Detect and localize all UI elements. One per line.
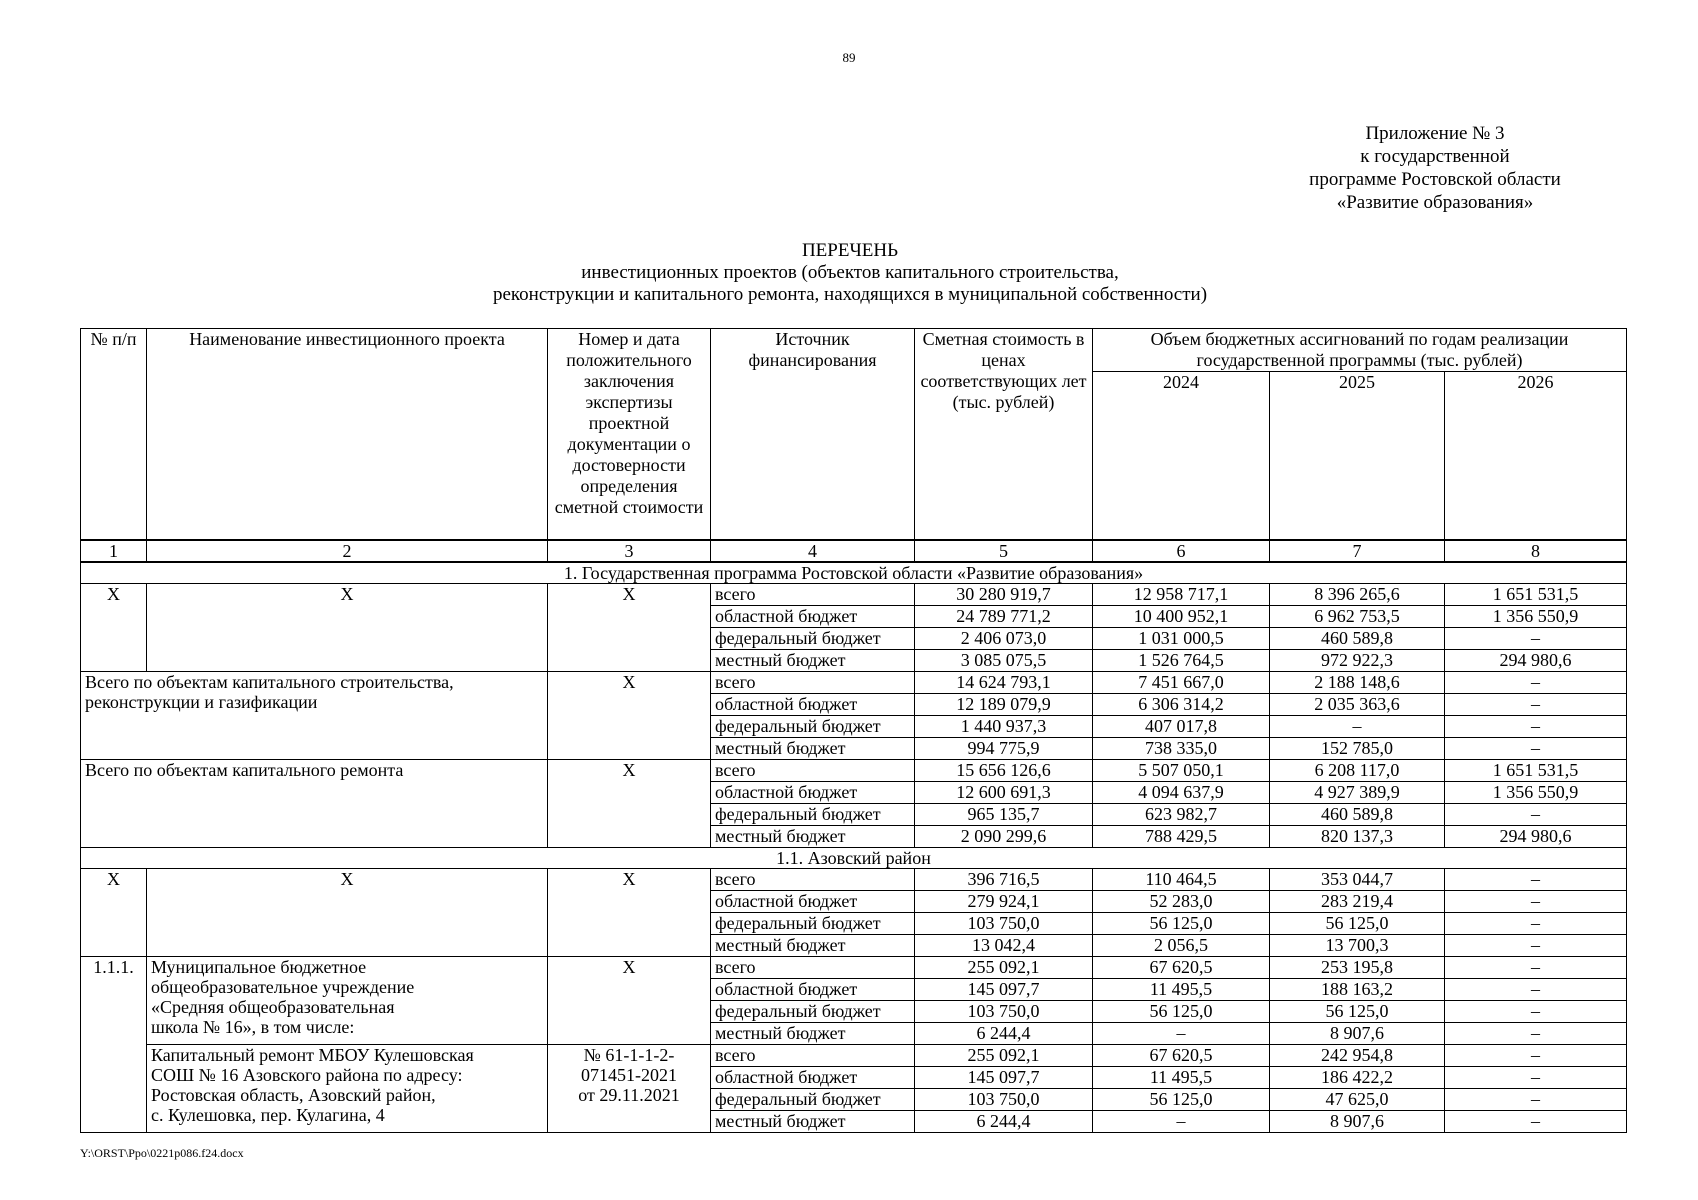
cell-2024: 4 094 637,9 (1093, 781, 1270, 803)
table-row (81, 1044, 1627, 1066)
cell-2024: – (1093, 1022, 1270, 1044)
header-year-2026: 2026 (1445, 372, 1627, 540)
expertise-conclusion (548, 1044, 711, 1132)
cell-source: местный бюджет (711, 649, 915, 671)
cell-2025: – (1270, 715, 1445, 737)
cell-2024: 1 031 000,5 (1093, 627, 1270, 649)
cell-expertise: Х (548, 868, 711, 956)
cell-expertise: Х (548, 956, 711, 1044)
cell-2024: 110 464,5 (1093, 868, 1270, 890)
cell-estimate: 145 097,7 (915, 978, 1093, 1000)
appendix-line: к государственной (1360, 146, 1510, 167)
cell-2026: 294 980,6 (1445, 649, 1627, 671)
column-number: 2 (147, 540, 548, 562)
document-subtitle-line: реконструкции и капитального ремонта, находящихся в муниципальной собственности) (492, 284, 1208, 305)
header-year-2024: 2024 (1093, 372, 1270, 540)
school-name-line: Муниципальное бюджетное (151, 956, 367, 977)
cell-2025: 56 125,0 (1270, 912, 1445, 934)
construction-total-label: Всего по объектам капитального строительства, реконструкции и газификации (81, 671, 548, 759)
cell-2026: 1 356 550,9 (1445, 605, 1627, 627)
cell-estimate: 2 090 299,6 (915, 825, 1093, 847)
header-budget-group: Объем бюджетных ассигнований по годам реализации государственной программы (тыс. рублей) (1093, 329, 1627, 372)
cell-source: всего (711, 956, 915, 978)
cell-2025: 253 195,8 (1270, 956, 1445, 978)
cell-2026: – (1445, 803, 1627, 825)
cell-2025: 2 035 363,6 (1270, 693, 1445, 715)
cell-2025: 186 422,2 (1270, 1066, 1445, 1088)
cell-source: федеральный бюджет (711, 1000, 915, 1022)
cell-source: областной бюджет (711, 605, 915, 627)
cell-2026: – (1445, 715, 1627, 737)
cell-2026: – (1445, 912, 1627, 934)
cell-source: местный бюджет (711, 737, 915, 759)
cell-2024: 52 283,0 (1093, 890, 1270, 912)
cell-2025: 820 137,3 (1270, 825, 1445, 847)
cell-2024: 788 429,5 (1093, 825, 1270, 847)
cell-expertise: Х (548, 671, 711, 759)
cell-expertise: Х (548, 583, 711, 671)
cell-2026: – (1445, 1066, 1627, 1088)
cell-2025: 972 922,3 (1270, 649, 1445, 671)
column-number: 5 (915, 540, 1093, 562)
cell-expertise: Х (548, 759, 711, 847)
cell-2026: – (1445, 1044, 1627, 1066)
cell-source: местный бюджет (711, 825, 915, 847)
column-number: 8 (1445, 540, 1627, 562)
cell-name: Х (147, 583, 548, 671)
cell-2025: 4 927 389,9 (1270, 781, 1445, 803)
school-name (147, 956, 548, 1044)
cell-2024: 5 507 050,1 (1093, 759, 1270, 781)
cell-2024: 56 125,0 (1093, 1000, 1270, 1022)
cell-estimate: 279 924,1 (915, 890, 1093, 912)
appendix-note (1270, 122, 1600, 214)
page-number: 89 (842, 50, 856, 65)
cell-2026: – (1445, 956, 1627, 978)
cell-source: областной бюджет (711, 693, 915, 715)
expertise-line: от 29.11.2021 (578, 1084, 680, 1105)
cell-2024: 56 125,0 (1093, 1088, 1270, 1110)
cell-2025: 242 954,8 (1270, 1044, 1445, 1066)
document-title: ПЕРЕЧЕНЬ (801, 240, 899, 261)
cell-2024: 407 017,8 (1093, 715, 1270, 737)
cell-estimate: 103 750,0 (915, 1000, 1093, 1022)
cell-2024: 67 620,5 (1093, 1044, 1270, 1066)
table-row (81, 583, 1627, 605)
cell-2026: – (1445, 1088, 1627, 1110)
cell-source: федеральный бюджет (711, 627, 915, 649)
cell-2025: 460 589,8 (1270, 803, 1445, 825)
cell-2025: 8 907,6 (1270, 1110, 1445, 1132)
section-title: 1. Государственная программа Ростовской области «Развитие образования» (81, 562, 1627, 584)
cell-source: местный бюджет (711, 1110, 915, 1132)
cell-2025: 56 125,0 (1270, 1000, 1445, 1022)
expertise-line: 071451-2021 (581, 1064, 677, 1085)
school-name-line: школа № 16», в том числе: (151, 1016, 355, 1037)
cell-2024: – (1093, 1110, 1270, 1132)
repair-project-line: с. Кулешовка, пер. Кулагина, 4 (151, 1104, 385, 1125)
cell-estimate: 103 750,0 (915, 912, 1093, 934)
cell-source: местный бюджет (711, 934, 915, 956)
column-number: 7 (1270, 540, 1445, 562)
cell-estimate: 103 750,0 (915, 1088, 1093, 1110)
cell-num: Х (81, 583, 147, 671)
header-num: № п/п (81, 329, 147, 540)
cell-source: федеральный бюджет (711, 1088, 915, 1110)
cell-2024: 6 306 314,2 (1093, 693, 1270, 715)
header-name: Наименование инвестиционного проекта (147, 329, 548, 540)
cell-2025: 6 208 117,0 (1270, 759, 1445, 781)
cell-2024: 67 620,5 (1093, 956, 1270, 978)
table-row (81, 759, 1627, 781)
column-number: 1 (81, 540, 147, 562)
cell-2025: 6 962 753,5 (1270, 605, 1445, 627)
cell-estimate: 994 775,9 (915, 737, 1093, 759)
cell-estimate: 6 244,4 (915, 1110, 1093, 1132)
cell-source: всего (711, 759, 915, 781)
cell-2024: 623 982,7 (1093, 803, 1270, 825)
column-number: 6 (1093, 540, 1270, 562)
table-row (81, 956, 1627, 978)
cell-2024: 11 495,5 (1093, 978, 1270, 1000)
cell-estimate: 2 406 073,0 (915, 627, 1093, 649)
cell-estimate: 15 656 126,6 (915, 759, 1093, 781)
cell-source: всего (711, 868, 915, 890)
cell-2024: 1 526 764,5 (1093, 649, 1270, 671)
cell-2026: – (1445, 868, 1627, 890)
table-row (81, 868, 1627, 890)
cell-2026: – (1445, 627, 1627, 649)
document-subtitle-line: инвестиционных проектов (объектов капитального строительства, (581, 262, 1119, 283)
cell-source: областной бюджет (711, 781, 915, 803)
cell-source: федеральный бюджет (711, 803, 915, 825)
cell-2026: – (1445, 693, 1627, 715)
header-source: Источник финансирования (711, 329, 915, 540)
cell-2025: 353 044,7 (1270, 868, 1445, 890)
repair-total-label: Всего по объектам капитального ремонта (81, 759, 548, 847)
cell-2026: 1 356 550,9 (1445, 781, 1627, 803)
cell-estimate: 965 135,7 (915, 803, 1093, 825)
header-year-2025: 2025 (1270, 372, 1445, 540)
cell-source: федеральный бюджет (711, 912, 915, 934)
cell-estimate: 24 789 771,2 (915, 605, 1093, 627)
cell-2026: – (1445, 978, 1627, 1000)
cell-estimate: 12 189 079,9 (915, 693, 1093, 715)
cell-2026: 1 651 531,5 (1445, 759, 1627, 781)
cell-2024: 7 451 667,0 (1093, 671, 1270, 693)
appendix-line: Приложение № 3 (1365, 123, 1505, 144)
header-expertise: Номер и дата положительного заключения экспертизы проектной документации о достоверности определения сметной стоимости (548, 329, 711, 540)
cell-2024: 12 958 717,1 (1093, 583, 1270, 605)
cell-2024: 56 125,0 (1093, 912, 1270, 934)
appendix-line: программе Ростовской области (1309, 169, 1561, 190)
cell-2024: 10 400 952,1 (1093, 605, 1270, 627)
expertise-line: № 61-1-1-2- (583, 1044, 675, 1065)
cell-2026: – (1445, 1022, 1627, 1044)
cell-estimate: 255 092,1 (915, 1044, 1093, 1066)
repair-project-name (147, 1044, 548, 1132)
cell-name: Х (147, 868, 548, 956)
column-number: 4 (711, 540, 915, 562)
cell-2024: 2 056,5 (1093, 934, 1270, 956)
repair-project-line: Капитальный ремонт МБОУ Кулешовская (151, 1044, 474, 1065)
cell-source: местный бюджет (711, 1022, 915, 1044)
document-heading (300, 240, 1400, 306)
cell-estimate: 12 600 691,3 (915, 781, 1093, 803)
cell-2026: – (1445, 890, 1627, 912)
cell-2026: – (1445, 1000, 1627, 1022)
cell-source: областной бюджет (711, 890, 915, 912)
cell-estimate: 30 280 919,7 (915, 583, 1093, 605)
cell-estimate: 6 244,4 (915, 1022, 1093, 1044)
cell-2025: 188 163,2 (1270, 978, 1445, 1000)
footer-file-path: Y:\ORST\Ppo\0221p086.f24.docx (80, 1146, 244, 1160)
repair-project-line: Ростовская область, Азовский район, (151, 1084, 436, 1105)
cell-2026: – (1445, 671, 1627, 693)
cell-estimate: 13 042,4 (915, 934, 1093, 956)
cell-source: областной бюджет (711, 978, 915, 1000)
cell-2025: 8 907,6 (1270, 1022, 1445, 1044)
investment-projects-table-wrapper (80, 328, 1627, 1133)
cell-2026: – (1445, 737, 1627, 759)
appendix-line: «Развитие образования» (1336, 192, 1534, 213)
cell-estimate: 14 624 793,1 (915, 671, 1093, 693)
cell-num: 1.1.1. (81, 956, 147, 1132)
school-name-line: общеобразовательное учреждение (151, 976, 415, 997)
cell-2025: 13 700,3 (1270, 934, 1445, 956)
cell-2025: 2 188 148,6 (1270, 671, 1445, 693)
cell-2024: 11 495,5 (1093, 1066, 1270, 1088)
repair-project-line: СОШ № 16 Азовского района по адресу: (151, 1064, 463, 1085)
cell-2026: 1 651 531,5 (1445, 583, 1627, 605)
cell-source: всего (711, 1044, 915, 1066)
cell-2024: 738 335,0 (1093, 737, 1270, 759)
cell-source: федеральный бюджет (711, 715, 915, 737)
school-name-line: «Средняя общеобразовательная (151, 996, 395, 1017)
cell-2025: 8 396 265,6 (1270, 583, 1445, 605)
cell-source: областной бюджет (711, 1066, 915, 1088)
cell-2026: – (1445, 1110, 1627, 1132)
column-number: 3 (548, 540, 711, 562)
cell-estimate: 3 085 075,5 (915, 649, 1093, 671)
investment-projects-table (80, 328, 1627, 1133)
cell-estimate: 396 716,5 (915, 868, 1093, 890)
header-estimate: Сметная стоимость в ценах соответствующих лет (тыс. рублей) (915, 329, 1093, 540)
cell-2025: 460 589,8 (1270, 627, 1445, 649)
cell-2026: – (1445, 934, 1627, 956)
cell-2025: 152 785,0 (1270, 737, 1445, 759)
cell-source: всего (711, 583, 915, 605)
cell-2026: 294 980,6 (1445, 825, 1627, 847)
section-title: 1.1. Азовский район (81, 847, 1627, 868)
cell-2025: 283 219,4 (1270, 890, 1445, 912)
cell-estimate: 255 092,1 (915, 956, 1093, 978)
cell-source: всего (711, 671, 915, 693)
table-row (81, 671, 1627, 693)
cell-num: Х (81, 868, 147, 956)
cell-2025: 47 625,0 (1270, 1088, 1445, 1110)
cell-estimate: 1 440 937,3 (915, 715, 1093, 737)
cell-estimate: 145 097,7 (915, 1066, 1093, 1088)
